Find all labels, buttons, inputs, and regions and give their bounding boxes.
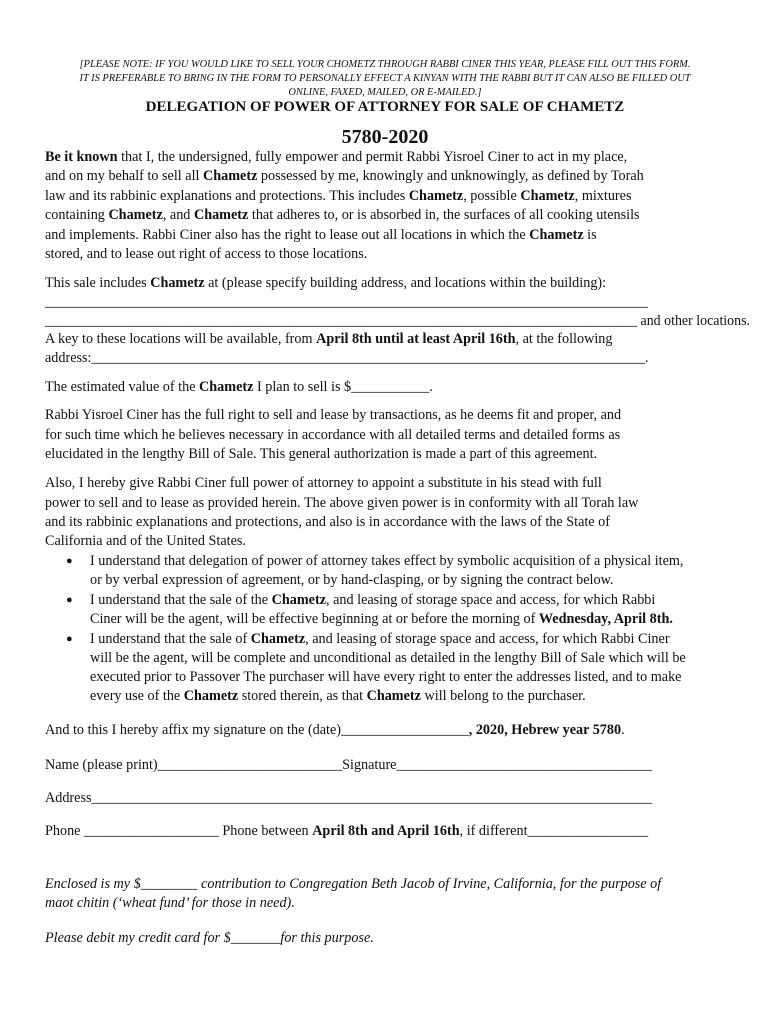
- key-address-field[interactable]: ______________________________________________________________________________.: [91, 350, 649, 366]
- estimated-value-field[interactable]: ___________.: [351, 379, 433, 395]
- signature-date-field[interactable]: __________________: [341, 722, 469, 738]
- bullet-item-line: executed prior to Passover The purchaser will have every right to enter the addresses listed, and to make: [90, 669, 682, 685]
- authorization-paragraph-line: elucidated in the lengthy Bill of Sale. This general authorization is made a part of this agreement.: [45, 446, 598, 462]
- address-label: Address: [45, 790, 92, 806]
- phone-label: Phone: [45, 823, 85, 839]
- bullet-item-line: Ciner will be the agent, will be effective beginning at or before the morning of Wednesday, April 8th.: [90, 611, 673, 627]
- bullet-item-line: will be the agent, will be complete and unconditional as detailed in the lengthy Bill of Sale which will be: [90, 650, 686, 666]
- instruction-note-line-3: ONLINE, FAXED, MAILED, OR E-MAILED.]: [288, 87, 482, 98]
- authorization-paragraph-line: for such time which he believes necessary in accordance with all detailed terms and detailed forms as: [45, 427, 621, 443]
- instruction-note-line-2: IT IS PREFERABLE TO BRING IN THE FORM TO PERSONALLY EFFECT A KINYAN WITH THE RABBI BUT IT CAN ALSO BE FILLED OUT: [79, 73, 691, 84]
- name-signature-line: [45, 756, 652, 774]
- bullet-item-line: every use of the Chametz stored therein, as that Chametz will belong to the purchaser.: [90, 688, 586, 704]
- delegation-paragraph-line: and on my behalf to sell all Chametz possessed by me, knowingly and unknowingly, as defined by Torah: [45, 168, 644, 184]
- bullet-item-line: I understand that delegation of power of attorney takes effect by symbolic acquisition of a physical item,: [90, 553, 684, 569]
- phone-line: Phone ___________________ Phone between April 8th and April 16th, if different_________________: [45, 823, 649, 839]
- alternate-phone-field[interactable]: _________________: [527, 823, 649, 839]
- document-title: DELEGATION OF POWER OF ATTORNEY FOR SALE OF CHAMETZ: [145, 99, 625, 115]
- key-availability-line: A key to these locations will be available, from April 8th until at least April 16th, at the following: [45, 331, 613, 347]
- bullet-icon: ●: [66, 594, 73, 606]
- substitute-paragraph-line: power to sell and to lease as provided herein. The above given power is in conformity with all Torah law: [45, 495, 639, 511]
- credit-card-amount-field[interactable]: _______: [230, 930, 281, 946]
- signature-field[interactable]: ____________________________________: [396, 757, 652, 773]
- signature-label: Signature: [342, 757, 397, 773]
- estimated-value-line: The estimated value of the Chametz I plan to sell is $___________.: [45, 379, 433, 395]
- building-address-field-1[interactable]: _____________________________________________________________________________________: [45, 294, 648, 310]
- other-locations-label: and other locations.: [640, 313, 751, 329]
- bullet-item-line: I understand that the sale of the Chametz, and leasing of storage space and access, for which Rabbi: [90, 592, 656, 608]
- contribution-line: maot chitin (‘wheat fund’ for those in need).: [45, 895, 295, 911]
- document-year: 5780-2020: [341, 126, 429, 148]
- contribution-line: Enclosed is my $________ contribution to Congregation Beth Jacob of Irvine, California, for the purpose of: [45, 876, 662, 892]
- sale-locations-line: This sale includes Chametz at (please specify building address, and locations within the building):: [45, 275, 607, 291]
- substitute-paragraph-line: Also, I hereby give Rabbi Ciner full power of attorney to appoint a substitute in his stead with full: [45, 475, 602, 491]
- bullet-item-line: I understand that the sale of Chametz, and leasing of storage space and access, for which Rabbi Ciner: [90, 631, 670, 647]
- delegation-paragraph-line: law and its rabbinic explanations and protections. This includes Chametz, possible Chametz, mixtures: [45, 188, 632, 204]
- bullet-item-line: or by verbal expression of agreement, or by hand-clasping, or by signing the contract below.: [90, 572, 614, 588]
- bullet-icon: ●: [66, 555, 73, 567]
- authorization-paragraph-line: Rabbi Yisroel Ciner has the full right to sell and lease by transactions, as he deems fit and proper, and: [45, 407, 622, 423]
- credit-card-line: Please debit my credit card for $_______for this purpose.: [45, 930, 374, 946]
- delegation-paragraph-line: containing Chametz, and Chametz that adheres to, or is absorbed in, the surfaces of all cooking utensils: [45, 207, 640, 223]
- delegation-paragraph-line: and implements. Rabbi Ciner also has the right to lease out all locations in which the Chametz is: [45, 227, 597, 243]
- substitute-paragraph-line: and its rabbinic explanations and protections, and also is in accordance with the laws of the State of: [45, 514, 610, 530]
- phone-field[interactable]: ___________________: [84, 823, 219, 839]
- name-field[interactable]: __________________________: [157, 757, 343, 773]
- signature-date-line: And to this I hereby affix my signature on the (date)__________________, 2020, Hebrew year 5780.: [45, 722, 625, 738]
- name-label: Name (please print): [45, 757, 158, 773]
- contribution-amount-field[interactable]: ________: [140, 876, 198, 892]
- delegation-paragraph-line: stored, and to lease out right of access to those locations.: [45, 246, 368, 262]
- building-address-field-2[interactable]: _____________________________________________________________________________________ and other locations.: [45, 313, 751, 329]
- bullet-icon: ●: [66, 633, 73, 645]
- instruction-note-line-1: [PLEASE NOTE: IF YOU WOULD LIKE TO SELL YOUR CHOMETZ THROUGH RABBI CINER THIS YEAR, PLEASE FILL OUT THIS FORM.: [79, 59, 691, 70]
- address-line: [45, 789, 652, 807]
- key-address-line: address:______________________________________________________________________________.: [45, 350, 649, 366]
- address-field[interactable]: _______________________________________________________________________________: [91, 790, 652, 806]
- delegation-paragraph-line: Be it known that I, the undersigned, fully empower and permit Rabbi Yisroel Ciner to act in my place,: [45, 149, 628, 165]
- substitute-paragraph-line: California and of the United States.: [45, 533, 246, 549]
